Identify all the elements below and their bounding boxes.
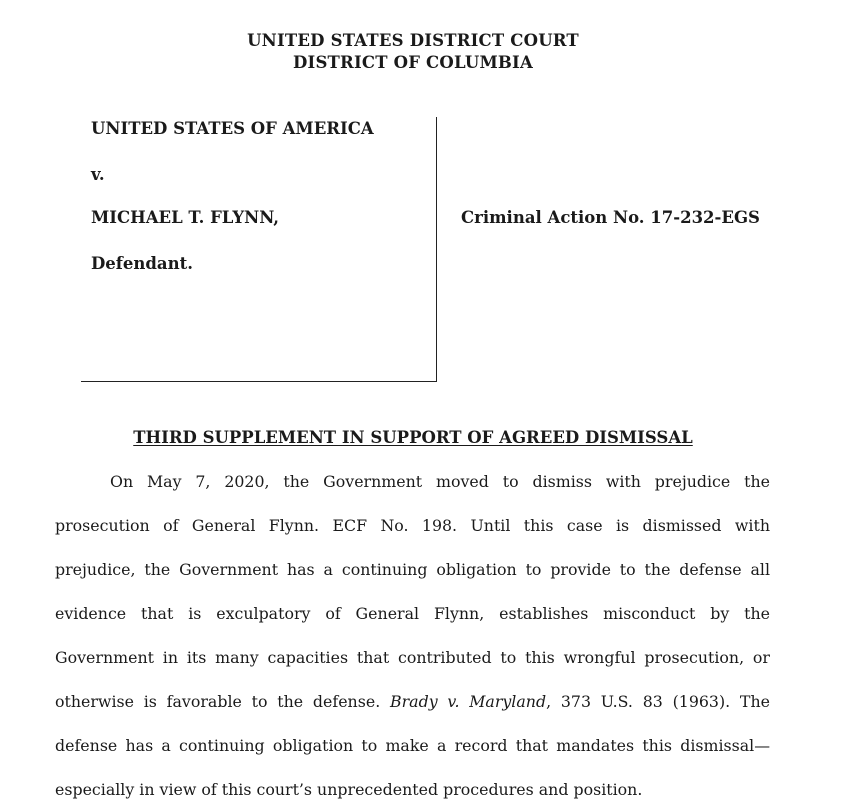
plaintiff-name: UNITED STATES OF AMERICA <box>91 119 374 138</box>
court-header <box>0 30 826 74</box>
court-district: DISTRICT OF COLUMBIA <box>293 53 533 72</box>
versus-label: v. <box>91 165 105 184</box>
defendant-role: Defendant. <box>91 254 193 273</box>
case-caption-box <box>81 117 437 382</box>
body-line-6 <box>55 690 770 714</box>
defendant-name: MICHAEL T. FLYNN, <box>91 208 279 227</box>
citation-case-name: Brady v. Maryland <box>390 692 547 711</box>
body-line-4: evidence that is exculpatory of General Flynn, establishes misconduct by the <box>55 604 770 623</box>
case-number: Criminal Action No. 17-232-EGS <box>461 208 760 227</box>
body-line-7: defense has a continuing obligation to make a record that mandates this dismissal— <box>55 736 770 755</box>
body-line-5: Government in its many capacities that contributed to this wrongful prosecution, or <box>55 648 770 667</box>
court-name: UNITED STATES DISTRICT COURT <box>247 31 579 50</box>
body-line-8: especially in view of this court’s unprecedented procedures and position. <box>55 780 643 799</box>
citation-reporter: , 373 U.S. 83 (1963). The <box>546 692 770 711</box>
body-line-6-text: otherwise is favorable to the defense. <box>55 692 381 711</box>
document-title: THIRD SUPPLEMENT IN SUPPORT OF AGREED DISMISSAL <box>133 428 693 447</box>
body-line-3: prejudice, the Government has a continuing obligation to provide to the defense all <box>55 560 770 579</box>
body-line-2: prosecution of General Flynn. ECF No. 198. Until this case is dismissed with <box>55 516 770 535</box>
body-line-1: On May 7, 2020, the Government moved to dismiss with prejudice the <box>110 472 770 491</box>
